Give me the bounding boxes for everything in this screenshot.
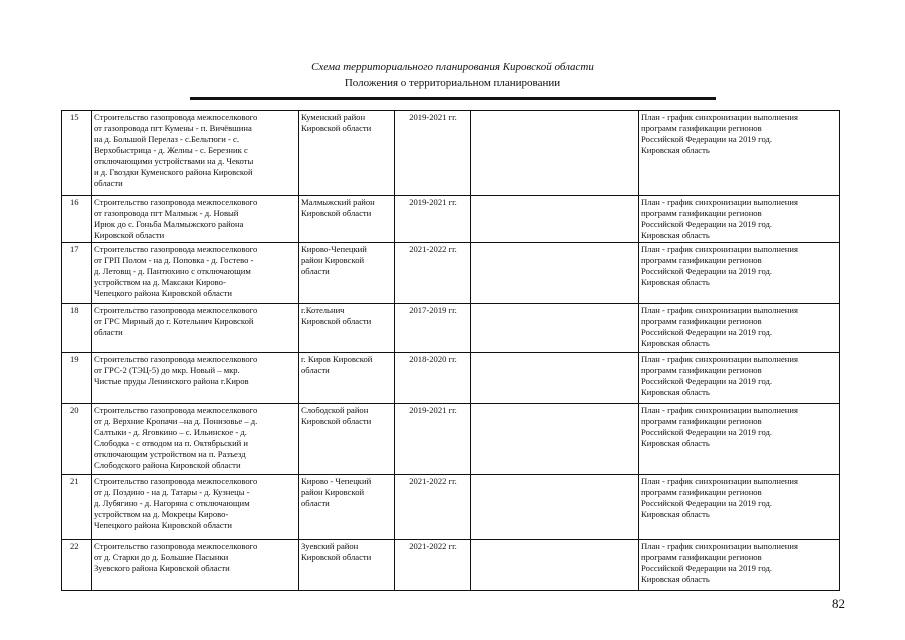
table-row xyxy=(62,404,840,475)
document-subtitle: Положения о территориальном планировании xyxy=(344,77,561,89)
location-cell xyxy=(299,304,395,353)
cell-line: от ГРС-2 (ТЭЦ-5) до мкр. Новый – мкр. xyxy=(94,365,240,375)
page-number: 82 xyxy=(832,596,845,611)
cell-line: Строительство газопровода межпоселкового xyxy=(94,244,258,254)
cell-line: Слободка - с отводом на п. Октябрьский и xyxy=(94,438,249,448)
cell-line: Куменский район xyxy=(301,112,366,122)
empty-cell xyxy=(471,304,639,353)
empty-cell xyxy=(471,196,639,243)
cell-line: от ГРП Полом - на д. Поповка - д. Гостево - xyxy=(94,255,254,265)
cell-line: области xyxy=(301,365,330,375)
cell-line: от д. Верхние Кропачи –на д. Понизовье – д. xyxy=(94,416,258,426)
table-row xyxy=(62,304,840,353)
cell-line: Кировской области xyxy=(301,552,372,562)
location-cell xyxy=(299,404,395,475)
empty-cell xyxy=(471,353,639,404)
object-name-cell xyxy=(92,304,299,353)
period-cell: 2019-2021 гг. xyxy=(395,196,471,243)
basis-cell xyxy=(639,540,840,591)
cell-line: Кировская область xyxy=(641,230,710,240)
header-rule xyxy=(190,97,716,100)
empty-cell xyxy=(471,475,639,540)
location-cell xyxy=(299,353,395,404)
cell-line: Российской Федерации на 2019 год. xyxy=(641,563,773,573)
cell-line: Российской Федерации на 2019 год. xyxy=(641,498,773,508)
empty-cell xyxy=(471,243,639,304)
cell-line: Кировской области xyxy=(94,230,165,240)
cell-line: Российской Федерации на 2019 год. xyxy=(641,376,773,386)
cell-line: Кировская область xyxy=(641,509,710,519)
object-name-cell xyxy=(92,243,299,304)
cell-line: Российской Федерации на 2019 год. xyxy=(641,427,773,437)
cell-line: район Кировской xyxy=(301,255,365,265)
basis-cell xyxy=(639,475,840,540)
cell-line: области xyxy=(94,327,123,337)
cell-line: Кирово - Чепецкий xyxy=(301,476,372,486)
cell-line: области xyxy=(94,178,123,188)
cell-line: Строительство газопровода межпоселкового xyxy=(94,305,258,315)
row-number-cell: 17 xyxy=(62,243,92,304)
cell-line: Кировской области xyxy=(301,416,372,426)
object-name-cell xyxy=(92,196,299,243)
row-number-cell: 21 xyxy=(62,475,92,540)
cell-line: План - график синхронизации выполнения xyxy=(641,305,798,315)
row-number-cell: 18 xyxy=(62,304,92,353)
location-cell xyxy=(299,111,395,196)
basis-cell xyxy=(639,111,840,196)
cell-line: Российской Федерации на 2019 год. xyxy=(641,266,773,276)
basis-cell xyxy=(639,243,840,304)
cell-line: Чепецкого района Кировской области xyxy=(94,288,233,298)
cell-line: отключающим устройством на п. Разъезд xyxy=(94,449,246,459)
basis-cell xyxy=(639,304,840,353)
cell-line: от д. Поздино - на д. Татары - д. Кузнецы - xyxy=(94,487,250,497)
cell-line: План - график синхронизации выполнения xyxy=(641,197,798,207)
cell-line: Российской Федерации на 2019 год. xyxy=(641,327,773,337)
cell-line: программ газификации регионов xyxy=(641,123,762,133)
empty-cell xyxy=(471,540,639,591)
period-cell: 2017-2019 гг. xyxy=(395,304,471,353)
objects-table xyxy=(61,110,840,591)
cell-line: Кировской области xyxy=(301,123,372,133)
table-row xyxy=(62,540,840,591)
cell-line: Кировской области xyxy=(301,208,372,218)
cell-line: Кировская область xyxy=(641,438,710,448)
period-cell: 2019-2021 гг. xyxy=(395,111,471,196)
cell-line: программ газификации регионов xyxy=(641,208,762,218)
cell-line: программ газификации регионов xyxy=(641,552,762,562)
object-name-cell xyxy=(92,353,299,404)
cell-line: Кировская область xyxy=(641,338,710,348)
cell-line: на д. Большой Перелаз - с.Бельтюги - с. xyxy=(94,134,240,144)
cell-line: Салтыки - д. Яговкино – с. Ильинское - д. xyxy=(94,427,247,437)
cell-line: от газопровода пгт Малмыж - д. Новый xyxy=(94,208,239,218)
basis-cell xyxy=(639,404,840,475)
table-row xyxy=(62,196,840,243)
cell-line: г. Киров Кировской xyxy=(301,354,373,364)
row-number-cell: 19 xyxy=(62,353,92,404)
cell-line: План - график синхронизации выполнения xyxy=(641,244,798,254)
cell-line: от газопровода пгт Кумены - п. Вичёвшина xyxy=(94,123,252,133)
cell-line: программ газификации регионов xyxy=(641,416,762,426)
empty-cell xyxy=(471,404,639,475)
cell-line: Кировской области xyxy=(301,316,372,326)
cell-line: Чепецкого района Кировской области xyxy=(94,520,233,530)
cell-line: Кировская область xyxy=(641,574,710,584)
basis-cell xyxy=(639,353,840,404)
cell-line: Ирюк до с. Гоньба Малмыжского района xyxy=(94,219,244,229)
cell-line: и д. Гвоздки Куменского района Кировской xyxy=(94,167,253,177)
row-number-cell: 22 xyxy=(62,540,92,591)
cell-line: программ газификации регионов xyxy=(641,316,762,326)
cell-line: Слободской район xyxy=(301,405,369,415)
cell-line: устройством на д. Максаки Кирово- xyxy=(94,277,226,287)
cell-line: План - график синхронизации выполнения xyxy=(641,541,798,551)
table-row xyxy=(62,111,840,196)
cell-line: д. Летовщ - д. Пантюхино с отключающим xyxy=(94,266,251,276)
cell-line: Кирово-Чепецкий xyxy=(301,244,367,254)
cell-line: области xyxy=(301,498,330,508)
cell-line: Кировская область xyxy=(641,145,710,155)
cell-line: План - график синхронизации выполнения xyxy=(641,405,798,415)
cell-line: устройством на д. Мокрецы Кирово- xyxy=(94,509,229,519)
cell-line: Строительство газопровода межпоселкового xyxy=(94,476,258,486)
object-name-cell xyxy=(92,404,299,475)
period-cell: 2021-2022 гг. xyxy=(395,243,471,304)
object-name-cell xyxy=(92,111,299,196)
objects-table-body xyxy=(62,111,840,591)
cell-line: отключающими устройствами на д. Чекоты xyxy=(94,156,254,166)
cell-line: Российской Федерации на 2019 год. xyxy=(641,134,773,144)
cell-line: Строительство газопровода межпоселкового xyxy=(94,354,258,364)
cell-line: Кировская область xyxy=(641,277,710,287)
cell-line: План - график синхронизации выполнения xyxy=(641,354,798,364)
object-name-cell xyxy=(92,540,299,591)
table-row xyxy=(62,243,840,304)
cell-line: программ газификации регионов xyxy=(641,255,762,265)
cell-line: Чистые пруды Ленинского района г.Киров xyxy=(94,376,249,386)
cell-line: области xyxy=(301,266,330,276)
cell-line: район Кировской xyxy=(301,487,365,497)
cell-line: Малмыжский район xyxy=(301,197,375,207)
document-title: Схема территориального планирования Кировской области xyxy=(311,61,594,73)
cell-line: План - график синхронизации выполнения xyxy=(641,112,798,122)
cell-line: Строительство газопровода межпоселкового xyxy=(94,541,258,551)
period-cell: 2018-2020 гг. xyxy=(395,353,471,404)
location-cell xyxy=(299,540,395,591)
cell-line: Верхобыстрица - д. Желны - с. Березник с xyxy=(94,145,248,155)
cell-line: от ГРС Мирный до г. Котельнич Кировской xyxy=(94,316,254,326)
cell-line: д. Лубягино - д. Нагоряна с отключающим xyxy=(94,498,250,508)
cell-line: Российской Федерации на 2019 год. xyxy=(641,219,773,229)
cell-line: Слободского района Кировской области xyxy=(94,460,241,470)
cell-line: Строительство газопровода межпоселкового xyxy=(94,112,258,122)
cell-line: Строительство газопровода межпоселкового xyxy=(94,197,258,207)
cell-line: г.Котельнич xyxy=(301,305,345,315)
basis-cell xyxy=(639,196,840,243)
location-cell xyxy=(299,196,395,243)
period-cell: 2021-2022 гг. xyxy=(395,475,471,540)
row-number-cell: 15 xyxy=(62,111,92,196)
cell-line: Зуевского района Кировской области xyxy=(94,563,230,573)
cell-line: Кировская область xyxy=(641,387,710,397)
period-cell: 2019-2021 гг. xyxy=(395,404,471,475)
table-row xyxy=(62,475,840,540)
cell-line: программ газификации регионов xyxy=(641,487,762,497)
cell-line: Зуевский район xyxy=(301,541,359,551)
row-number-cell: 16 xyxy=(62,196,92,243)
empty-cell xyxy=(471,111,639,196)
location-cell xyxy=(299,243,395,304)
object-name-cell xyxy=(92,475,299,540)
row-number-cell: 20 xyxy=(62,404,92,475)
period-cell: 2021-2022 гг. xyxy=(395,540,471,591)
location-cell xyxy=(299,475,395,540)
cell-line: программ газификации регионов xyxy=(641,365,762,375)
cell-line: План - график синхронизации выполнения xyxy=(641,476,798,486)
cell-line: от д. Старки до д. Большие Пасынки xyxy=(94,552,229,562)
table-row xyxy=(62,353,840,404)
cell-line: Строительство газопровода межпоселкового xyxy=(94,405,258,415)
